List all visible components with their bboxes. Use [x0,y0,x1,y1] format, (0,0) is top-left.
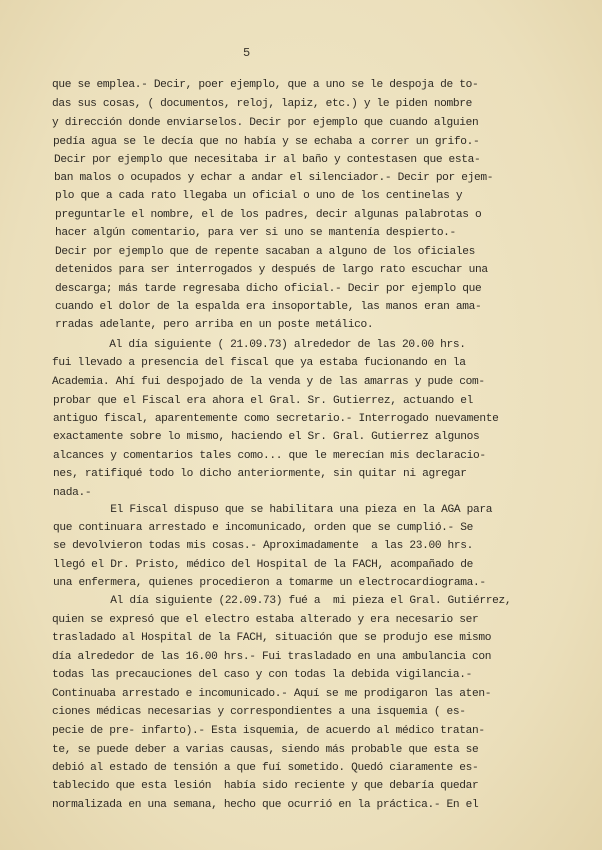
text-line: cuando el dolor de la espalda era insoportable, las manos eran ama- [55,301,482,313]
text-line: y dirección donde enviarselos. Decir por ejemplo que cuando alguien [52,117,479,129]
text-line: te, se puede deber a varias causas, siendo más probable que esta se [52,744,479,756]
text-line: Al día siguiente ( 21.09.73) alrededor de las 20.00 hrs. [52,339,466,351]
text-line: todas las precauciones del caso y con todas la debida vigilancia.- [52,669,472,681]
text-line: quien se expresó que el electro estaba alterado y era necesario ser [52,614,479,626]
text-line: plo que a cada rato llegaba un oficial o uno de los centinelas y [55,190,463,202]
text-line: antiguo fiscal, aparentemente como secretario.- Interrogado nuevamente [53,413,499,425]
text-line: se devolvieron todas mis cosas.- Aproximadamente a las 23.00 hrs. [53,540,473,552]
text-line: Decir por ejemplo que de repente sacaban a alguno de los oficiales [55,246,475,258]
text-line: que se emplea.- Decir, poer ejemplo, que a uno se le despoja de to- [52,79,479,91]
text-line: trasladado al Hospital de la FACH, situación que se produjo ese mismo [52,632,492,644]
text-line: pedía agua se le decía que no había y se echaba a correr un grifo.- [53,136,480,148]
text-line: hacer algún comentario, para ver si uno se mantenía despierto.- [55,227,456,239]
text-line: detenidos para ser interrogados y después de largo rato escuchar una [55,264,488,276]
text-line: que continuara arrestado e incomunicado, orden que se cumplió.- Se [53,522,473,534]
text-line: pecie de pre- infarto).- Esta isquemia, de acuerdo al médico tratan- [52,725,485,737]
text-line: nada.- [53,487,92,499]
text-line: descarga; más tarde regresaba dicho oficial.- Decir por ejemplo que [55,283,482,295]
text-line: El Fiscal dispuso que se habilitara una pieza en la AGA para [53,504,493,516]
text-line: fui llevado a presencia del fiscal que ya estaba fucionando en la [52,357,466,369]
text-line: ban malos o ocupados y echar a andar el silenciador.- Decir por ejem- [54,172,494,184]
text-line: Al día siguiente (22.09.73) fué a mi pieza el Gral. Gutiérrez, [53,595,512,607]
text-line: Decir por ejemplo que necesitaba ir al baño y contestasen que esta- [54,154,481,166]
text-line: nes, ratifiqué todo lo dicho anteriormente, sin quitar ni agregar [53,468,467,480]
text-line: tablecido que esta lesión había sido reciente y que debaría quedar [52,780,479,792]
text-line: debió al estado de tensión a que fuí sometido. Quedó ciaramente es- [52,762,479,774]
text-line: probar que el Fiscal era ahora el Gral. Sr. Gutierrez, actuando el [53,395,473,407]
text-line: ciones médicas necesarias y correspondientes a una isquemia ( es- [52,706,466,718]
text-line: das sus cosas, ( documentos, reloj, lapiz, etc.) y le piden nombre [52,98,472,110]
text-line: Academia. Ahí fui despojado de la venda y de las amarras y pude com- [52,376,485,388]
text-line: llegó el Dr. Pristo, médico del Hospital de la FACH, acompañado de [53,559,473,571]
text-line: exactamente sobre lo mismo, haciendo el Sr. Gral. Gutierrez algunos [53,431,480,443]
text-line: Continuaba arrestado e incomunicado.- Aquí se me prodigaron las aten- [52,688,492,700]
text-line: preguntarle el nombre, el de los padres, decir algunas palabrotas o [55,209,482,221]
page-number: 5 [243,46,251,60]
text-line: rradas adelante, pero arriba en un poste metálico. [55,319,374,331]
text-line: alcances y comentarios tales como... que le merecían mis declaracio- [53,450,486,462]
text-line: una enfermera, quienes procedieron a tomarme un electrocardiograma.- [53,577,486,589]
text-line: día alrededor de las 16.00 hrs.- Fui trasladado en una ambulancia con [52,651,492,663]
text-line: normalizada en una semana, hecho que ocurrió en la práctica.- En el [52,799,479,811]
